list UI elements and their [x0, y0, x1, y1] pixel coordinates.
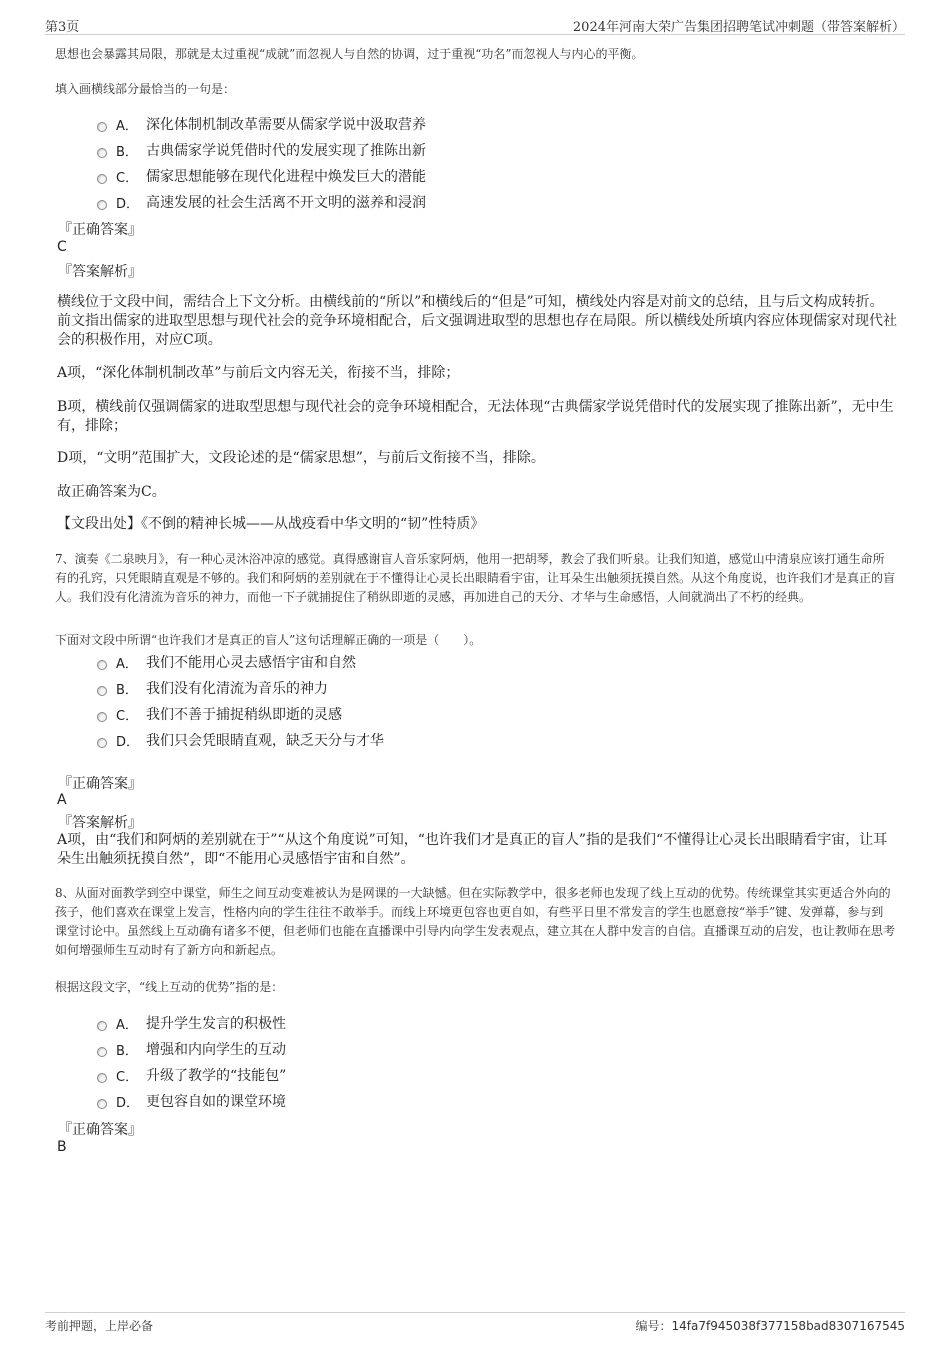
q6-option-a[interactable]: A． 深化体制机制改革需要从儒家学说中汲取营养	[97, 112, 426, 136]
q7-answer: A	[57, 792, 67, 808]
q7-option-d[interactable]: D． 我们只会凭眼睛直观，缺乏天分与才华	[97, 728, 384, 752]
q7-analysis: A项，由“我们和阿炳的差别就在于”“从这个角度说”可知，“也许我们才是真正的盲人”指的是我们“不懂得让心灵长出眼睛看宇宙，让耳朵生出触须抚摸自然”，即“不能用心灵感悟宇宙和自然”。	[57, 832, 888, 867]
document-title: 2024年河南大荣广告集团招聘笔试冲刺题（带答案解析）	[572, 20, 905, 35]
q6-option-d[interactable]: D． 高速发展的社会生活离不开文明的滋养和浸润	[97, 190, 426, 214]
q7-answer-label: 『正确答案』	[58, 776, 142, 792]
page-number: 第3页	[45, 20, 80, 35]
footer-serial	[636, 1317, 906, 1334]
q6-stem-tail: 思想也会暴露其局限，那就是太过重视“成就”而忽视人与自然的协调，过于重视“功名”而忽视人与内心的平衡。	[55, 47, 644, 61]
q7-option-b[interactable]: B． 我们没有化清流为音乐的神力	[97, 676, 328, 700]
q8-option-b[interactable]: B． 增强和内向学生的互动	[97, 1037, 286, 1061]
q6-prompt: 填入画横线部分最恰当的一句是：	[55, 82, 236, 96]
radio-icon[interactable]	[97, 1099, 107, 1109]
serial-number: 14fa7f945038f377158bad8307167545	[671, 1319, 905, 1333]
radio-icon[interactable]	[97, 122, 107, 132]
radio-icon[interactable]	[97, 660, 107, 670]
q6-analysis-para-1: 横线位于文段中间，需结合上下文分析。由横线前的“所以”和横线后的“但是”可知，横线处内容是对前文的总结，且与后文构成转折。前文指出儒家的进取型思想与现代社会的竞争环境相配合，后文强调进取型的思想也存在局限。所以横线处所填内容应体现儒家对现代社会的积极作用，对应C项。	[57, 294, 897, 348]
q7-option-a[interactable]: A． 我们不能用心灵去感悟宇宙和自然	[97, 650, 356, 674]
page-footer	[45, 1312, 905, 1335]
radio-icon[interactable]	[97, 174, 107, 184]
footer-slogan: 考前押题，上岸必备	[45, 1319, 154, 1333]
q6-answer-label: 『正确答案』	[58, 222, 142, 238]
q6-option-c[interactable]: C． 儒家思想能够在现代化进程中焕发巨大的潜能	[97, 164, 426, 188]
radio-icon[interactable]	[97, 200, 107, 210]
radio-icon[interactable]	[97, 1047, 107, 1057]
page-header	[45, 12, 905, 35]
radio-icon[interactable]	[97, 686, 107, 696]
q8-answer-label: 『正确答案』	[58, 1122, 142, 1138]
q8-prompt: 根据这段文字，“线上互动的优势”指的是：	[55, 980, 284, 994]
serial-label: 编号：	[635, 1319, 672, 1333]
radio-icon[interactable]	[97, 1021, 107, 1031]
q8-answer: B	[57, 1139, 67, 1155]
q8-option-c[interactable]: C． 升级了教学的“技能包”	[97, 1063, 286, 1087]
q7-analysis-label: 『答案解析』	[58, 815, 142, 831]
radio-icon[interactable]	[97, 712, 107, 722]
q7-stem: 7、演奏《二泉映月》，有一种心灵沐浴冲凉的感觉。真得感谢盲人音乐家阿炳，他用一把胡琴，教会了我们听泉。让我们知道，感觉山中清泉应该打通生命所有的孔窍，只凭眼睛直观是不够的。我们和阿炳的差别就在于不懂得让心灵长出眼睛看宇宙，让耳朵生出触须抚摸自然。从这个角度说，也许我们才是真正的盲人。我们没有化清流为音乐的神力，而他一下子就捕捉住了稍纵即逝的灵感，再加进自己的天分、才华与生命感悟，人间就淌出了不朽的经典。	[55, 552, 896, 604]
q6-analysis-para-2: A项，“深化体制机制改革”与前后文内容无关，衔接不当，排除；	[57, 365, 460, 381]
q6-analysis-para-3: B项，横线前仅强调儒家的进取型思想与现代社会的竞争环境相配合，无法体现“古典儒家学说凭借时代的发展实现了推陈出新”，无中生有，排除；	[57, 399, 894, 434]
q8-option-d[interactable]: D． 更包容自如的课堂环境	[97, 1089, 286, 1113]
q6-answer: C	[57, 239, 67, 255]
q8-option-a[interactable]: A． 提升学生发言的积极性	[97, 1011, 286, 1035]
radio-icon[interactable]	[97, 148, 107, 158]
q7-prompt: 下面对文段中所谓“也许我们才是真正的盲人”这句话理解正确的一项是（ ）。	[55, 633, 482, 647]
q6-option-b[interactable]: B． 古典儒家学说凭借时代的发展实现了推陈出新	[97, 138, 426, 162]
q6-analysis-para-5: 故正确答案为C。	[57, 484, 166, 500]
q8-stem: 8、从面对面教学到空中课堂，师生之间互动变难被认为是网课的一大缺憾。但在实际教学中，很多老师也发现了线上互动的优势。传统课堂其实更适合外向的孩子，他们喜欢在课堂上发言，性格内向的学生往往不敢举手。而线上环境更包容也更自如，有些平日里不常发言的学生也愿意按“举手”键、发弹幕，参与到课堂讨论中。虽然线上互动确有诸多不便，但老师们也能在直播课中引导内向学生发表观点，建立其在人群中发言的自信。直播课互动的启发，也让教师在思考如何增强师生互动时有了新方向和新起点。	[55, 886, 896, 957]
radio-icon[interactable]	[97, 738, 107, 748]
q6-analysis-para-4: D项，“文明”范围扩大，文段论述的是“儒家思想”，与前后文衔接不当，排除。	[57, 450, 545, 466]
q6-analysis-label: 『答案解析』	[58, 264, 142, 280]
radio-icon[interactable]	[97, 1073, 107, 1083]
q6-source: 【文段出处】《不倒的精神长城——从战疫看中华文明的“韧”性特质》	[57, 516, 485, 532]
q7-option-c[interactable]: C． 我们不善于捕捉稍纵即逝的灵感	[97, 702, 342, 726]
